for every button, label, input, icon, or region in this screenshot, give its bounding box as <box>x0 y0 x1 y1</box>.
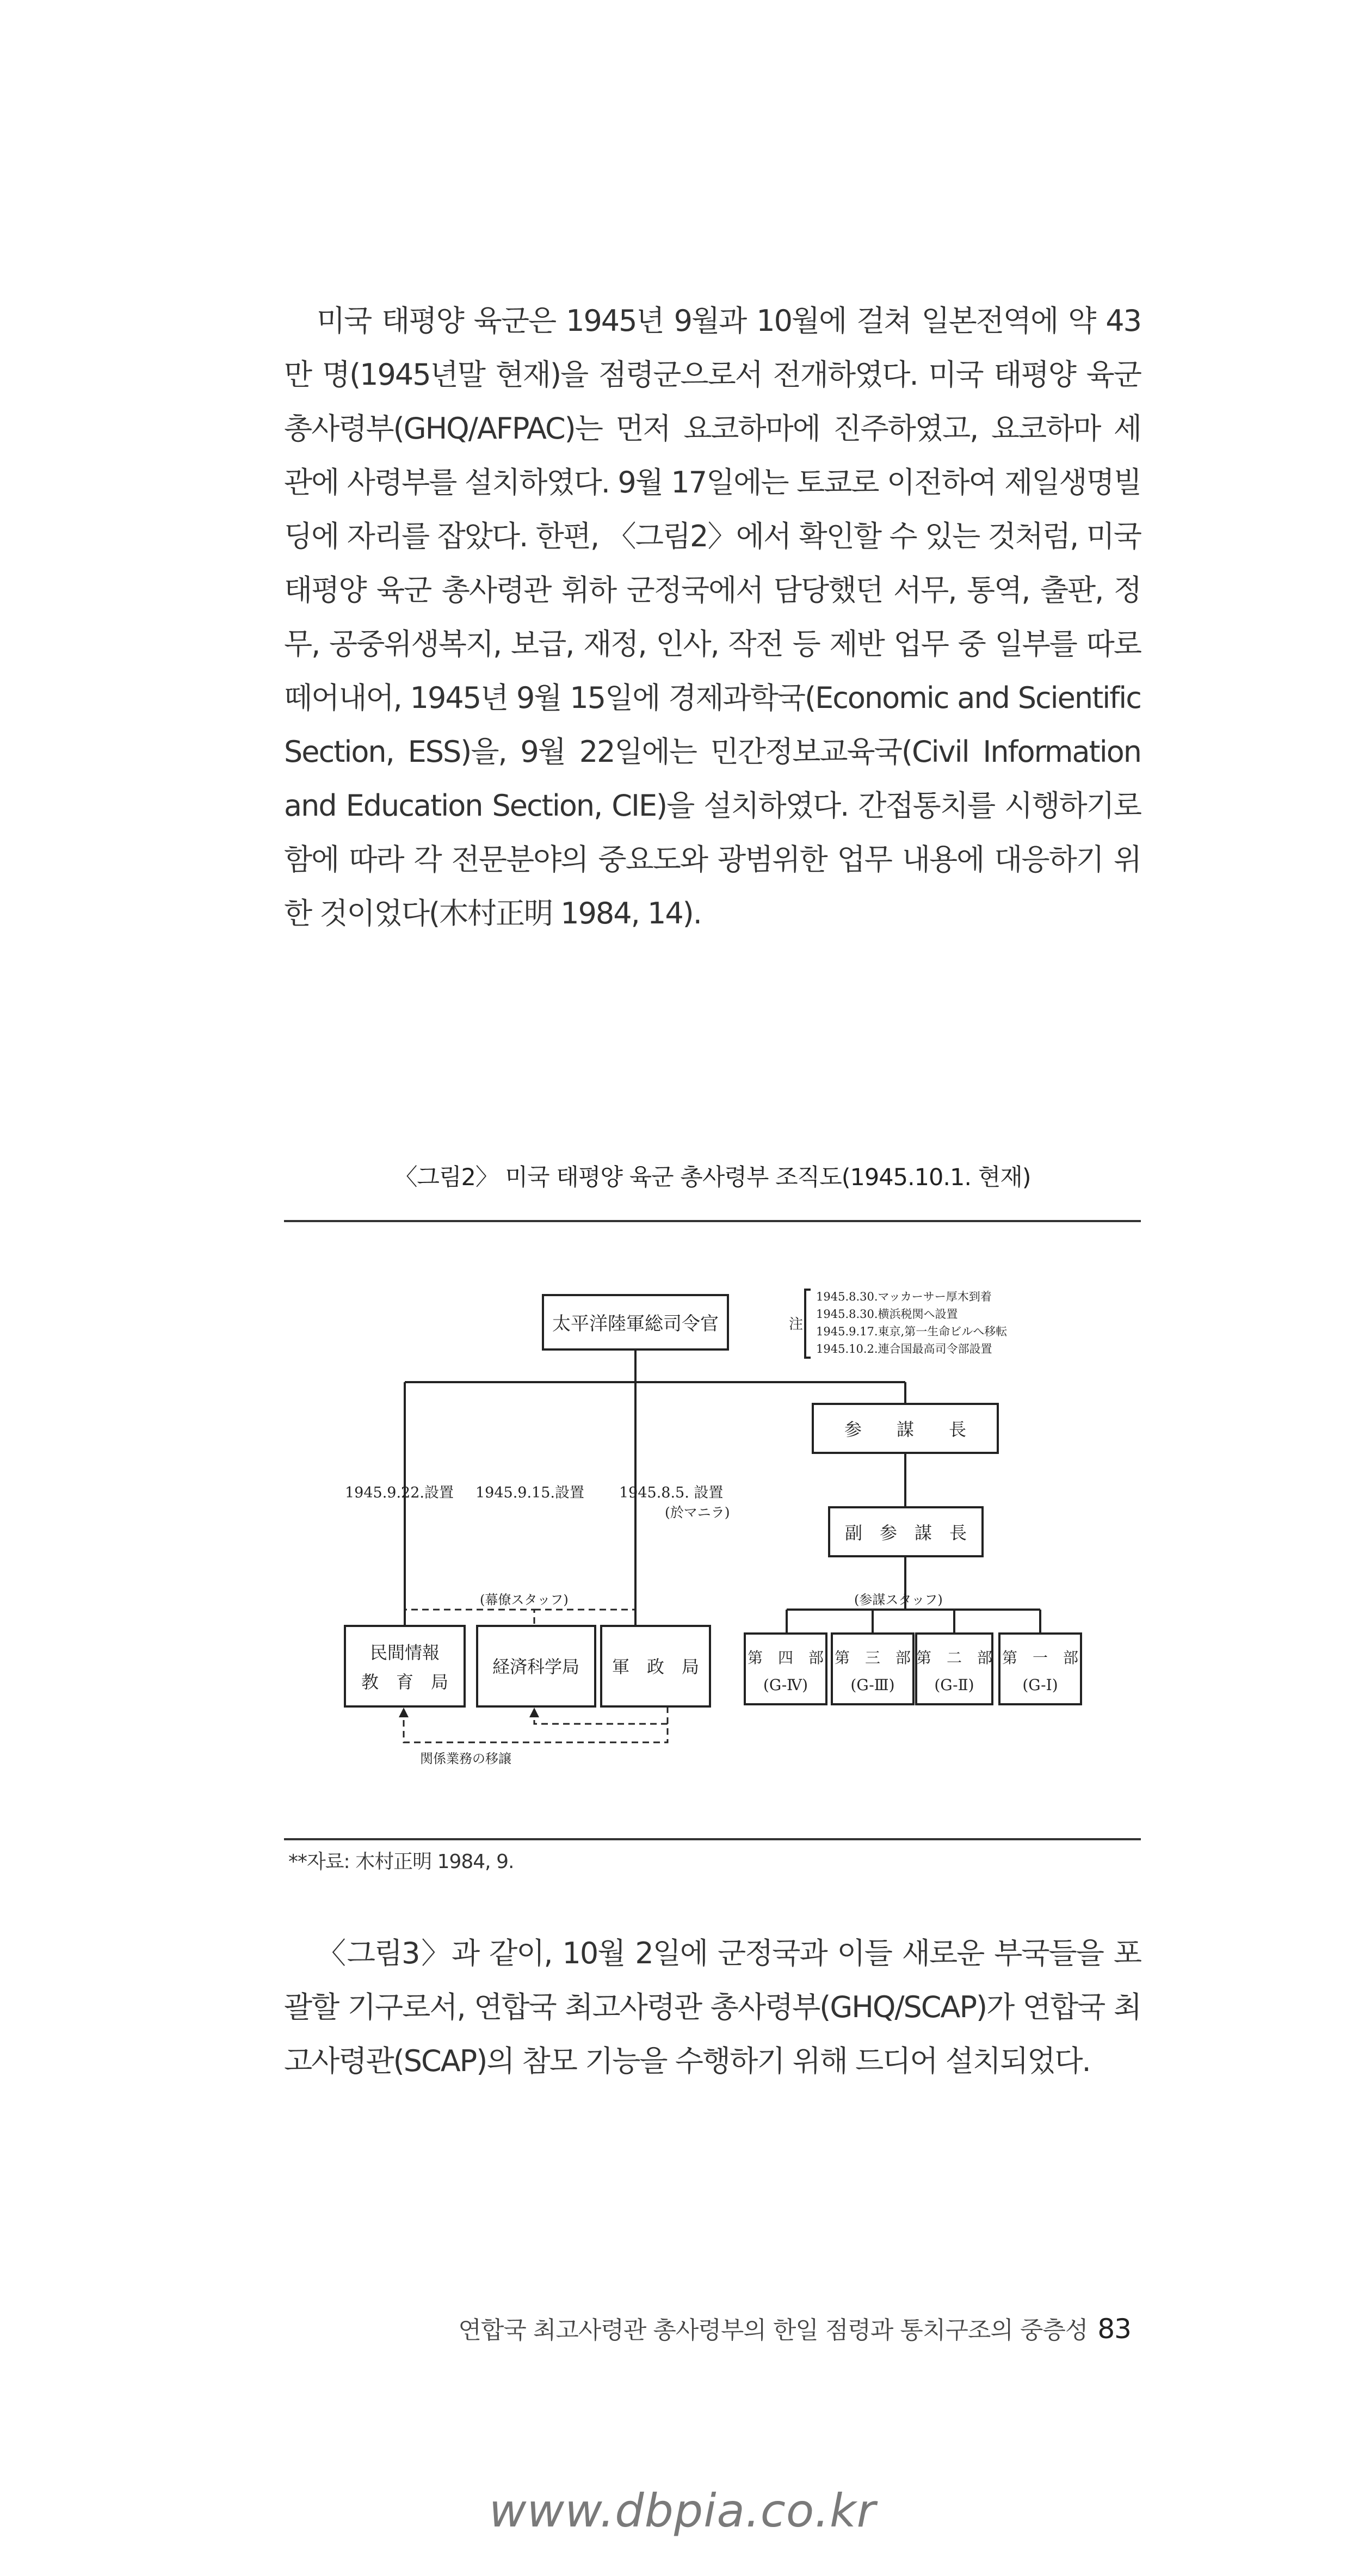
staff-dashed-line <box>405 1605 534 1626</box>
note-2: 1945.8.30.横浜税関へ設置 <box>816 1308 958 1321</box>
arrow-head-ess <box>529 1708 539 1717</box>
military-gov-label: 軍 政 局 <box>612 1656 700 1677</box>
date-mg-sub: (於マニラ) <box>665 1505 730 1520</box>
g2-label-line1: 第 二 部 <box>916 1649 993 1667</box>
g1-label-line1: 第 一 部 <box>1002 1649 1079 1667</box>
figure-caption: 〈그림2〉 미국 태평양 육군 총사령부 조직도(1945.10.1. 현재) <box>394 1164 1031 1191</box>
page-number: 83 <box>1097 2313 1131 2345</box>
g4-label-line1: 第 四 部 <box>747 1649 824 1667</box>
staff-label-right: (参謀スタッフ) <box>854 1592 943 1607</box>
chief-of-staff-label: 参 謀 長 <box>844 1419 967 1440</box>
note-1: 1945.8.30.マッカーサー厚木到着 <box>816 1290 992 1303</box>
g4-label-line2: (G-Ⅳ) <box>763 1676 808 1694</box>
running-title: 연합국 최고사령관 총사령부의 한일 점령과 통치구조의 중층성 <box>458 2316 1088 2344</box>
g1-label-line2: (G-Ⅰ) <box>1022 1676 1058 1694</box>
g3-label-line1: 第 三 部 <box>834 1649 911 1667</box>
date-ess: 1945.9.15.設置 <box>475 1484 584 1501</box>
figure-source-note: **자료: 木村正明 1984, 9. <box>288 1851 514 1873</box>
org-chart-diagram <box>284 1224 1141 1834</box>
cie-label-line2: 教 育 局 <box>361 1672 449 1692</box>
notes-label: 注 <box>789 1316 804 1333</box>
arrow-head-cie <box>399 1708 409 1717</box>
body-paragraph-2: 〈그림3〉과 같이, 10월 2일에 군정국과 이들 새로운 부국들을 포괄할 기구로서, 연합국 최고사령관 총사령부(GHQ/SCAP)가 연합국 최고사령관(SCAP)의 참모 기능을 수행하기 위해 드디어 설치되었다. <box>284 1936 1141 2078</box>
g2-label-line2: (G-Ⅱ) <box>934 1676 974 1694</box>
note-3: 1945.9.17.東京,第一生命ビルへ移転 <box>816 1325 1008 1338</box>
figure-top-rule <box>284 1220 1141 1222</box>
g3-label-line2: (G-Ⅲ) <box>850 1676 895 1694</box>
date-mg: 1945.8.5. 設置 <box>619 1484 724 1501</box>
ess-label: 経済科学局 <box>492 1656 580 1677</box>
notes-bracket <box>805 1290 811 1358</box>
commander-label: 太平洋陸軍総司令官 <box>552 1313 719 1335</box>
date-cie: 1945.9.22.設置 <box>345 1484 454 1501</box>
deputy-chief-label: 副 参 謀 長 <box>844 1523 967 1543</box>
note-4: 1945.10.2.連合国最高司令部設置 <box>816 1342 992 1355</box>
page-footer <box>458 2310 1131 2345</box>
cie-box <box>345 1626 465 1706</box>
watermark-url: www.dbpia.co.kr <box>489 2484 876 2537</box>
figure-bottom-rule <box>284 1838 1141 1840</box>
cie-label-line1: 民間情報 <box>369 1642 440 1663</box>
staff-label-left: (幕僚スタッフ) <box>480 1592 569 1607</box>
transfer-label: 関係業務の移譲 <box>420 1751 511 1766</box>
body-paragraph-1: 미국 태평양 육군은 1945년 9월과 10월에 걸쳐 일본전역에 약 43만 명(1945년말 현재)을 점령군으로서 전개하였다. 미국 태평양 육군 총사령부(GHQ/AFPAC)는 먼저 요코하마에 진주하였고, 요코하마 세관에 사령부를 설치하였다. 9월 17일에는 토쿄로 이전하여 제일생명빌딩에 자리를 잡았다. 한편, 〈그림2〉에서 확인할 수 있는 것처럼, 미국 태평양 육군 총사령관 휘하 군정국에서 담당했던 서무, 통역, 출판, 정무, 공중위생복지, 보급, 재정, 인사, 작전 등 제반 업무 중 일부를 따로 떼어내어, 1945년 9월 15일에 경제과학국(Economic and Scientific Section, ESS)을, 9월 22일에는 민간정보교육국(Civil Information and Education Section, CIE)을 설치하였다. 간접통치를 시행하기로 함에 따라 각 전문분야의 중요도와 광범위한 업무 내용에 대응하기 위한 것이었다(木村正明 1984, 14). <box>284 304 1141 930</box>
